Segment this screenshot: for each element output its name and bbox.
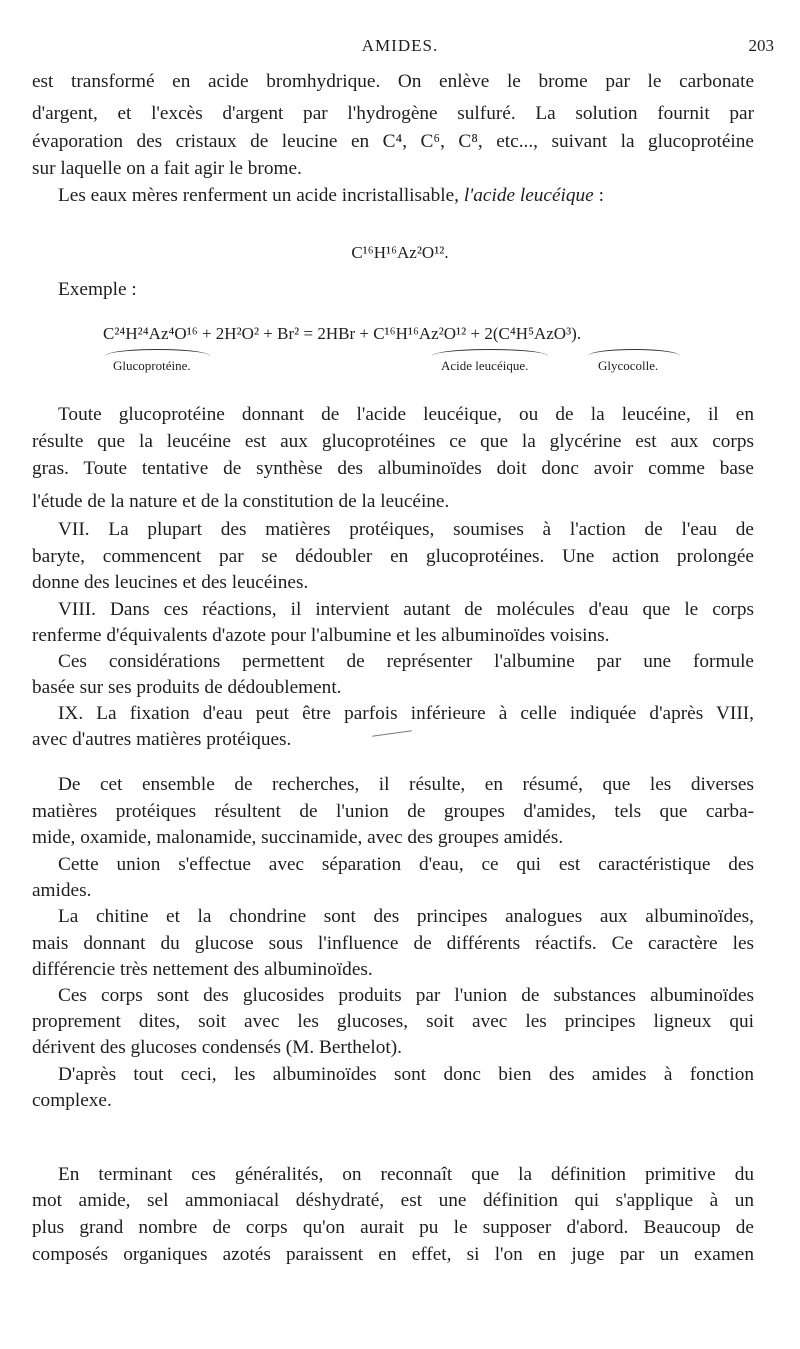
chemical-equation (103, 324, 581, 344)
leuceique-text-before: Les eaux mères renferment un acide incristallisable, (58, 185, 464, 206)
text-line: Ces considérations permettent de représenter l'albumine par une formule (58, 651, 754, 672)
equation-term-glycocolle: 2(C⁴H⁵AzO³). (484, 324, 582, 343)
text-line: renferme d'équivalents d'azote pour l'albumine et les albuminoïdes voisins. (32, 625, 610, 646)
text-line: Toute glucoprotéine donnant de l'acide leucéique, ou de la leucéine, il en (58, 404, 754, 425)
text-line: donne des leucines et des leucéines. (32, 572, 309, 593)
equation-middle: + 2H²O² + Br² = 2HBr + (197, 324, 374, 343)
text-line: Ces corps sont des glucosides produits par l'union de substances albuminoïdes (58, 985, 754, 1006)
text-line: d'argent, et l'excès d'argent par l'hydrogène sulfuré. La solution fournit par (32, 103, 754, 124)
label-acide-leuceique: Acide leucéique. (441, 358, 529, 373)
text-line: avec d'autres matières protéiques. (32, 729, 292, 750)
text-line: mot amide, sel ammoniacal déshydraté, est une définition qui s'applique à un (32, 1190, 754, 1211)
text-line: IX. La fixation d'eau peut être parfois inférieure à celle indiquée d'après VIII, (58, 703, 754, 724)
text-line: mide, oxamide, malonamide, succinamide, avec des groupes amidés. (32, 827, 564, 848)
text-line: résulte que la leucéine est aux glucoprotéines ce que la glycérine est aux corps (32, 431, 754, 452)
formula-leuceique: C¹⁶H¹⁶Az²O¹². (351, 243, 449, 262)
text-line: l'étude de la nature et de la constitution de la leucéine. (32, 491, 450, 512)
text-line: En terminant ces généralités, on reconnaît que la définition primitive du (58, 1164, 754, 1185)
text-line: VIII. Dans ces réactions, il intervient autant de molécules d'eau que le corps (58, 599, 754, 620)
text-line: composés organiques azotés paraissent en effet, si l'on en juge par un examen (32, 1244, 754, 1265)
text-line: La chitine et la chondrine sont des principes analogues aux albuminoïdes, (58, 906, 754, 927)
text-line: VII. La plupart des matières protéiques, soumises à l'action de l'eau de (58, 519, 754, 540)
text-line: différencie très nettement des albuminoïdes. (32, 959, 373, 980)
text-line: matières protéiques résultent de l'union de groupes d'amides, tels que carba- (32, 801, 754, 822)
text-line: mais donnant du glucose sous l'influence de différents réactifs. Ce caractère les (32, 933, 754, 954)
text-line: sur laquelle on a fait agir le brome. (32, 158, 302, 179)
text-line: amides. (32, 880, 92, 901)
brace-glycocolle (588, 349, 680, 356)
leuceique-italic: l'acide leucéique (463, 185, 594, 206)
text-line: baryte, commencent par se dédoubler en glucoprotéines. Une action prolongée (32, 546, 754, 567)
text-line-leuceique (58, 184, 754, 208)
text-line: basée sur ses produits de dédoublement. (32, 677, 342, 698)
equation-plus: + (466, 324, 485, 343)
text-line: évaporation des cristaux de leucine en C⁴, C⁶, C⁸, etc..., suivant la glucoprotéine (32, 131, 754, 152)
text-line: dérivent des glucoses condensés (M. Berthelot). (32, 1037, 402, 1058)
equation-term-acide: C¹⁶H¹⁶Az²O¹² (373, 324, 467, 343)
label-glucoproteine: Glucoprotéine. (113, 358, 191, 373)
text-line: De cet ensemble de recherches, il résulte, en résumé, que les diverses (58, 774, 754, 795)
running-header: AMIDES. (361, 36, 439, 55)
exemple-label: Exemple : (58, 279, 137, 300)
text-line: est transformé en acide bromhydrique. On enlève le brome par le carbonate (32, 71, 754, 92)
leuceique-text-after: : (593, 185, 604, 206)
text-line: plus grand nombre de corps qu'on aurait pu le supposer d'abord. Beaucoup de (32, 1217, 754, 1238)
brace-glucoproteine (105, 349, 210, 356)
text-line: D'après tout ceci, les albuminoïdes sont donc bien des amides à fonction (58, 1064, 754, 1085)
page-number: 203 (748, 36, 774, 55)
text-line: proprement dites, soit avec les glucoses, soit avec les principes ligneux qui (32, 1011, 754, 1032)
brace-acide (432, 349, 548, 356)
text-line: gras. Toute tentative de synthèse des albuminoïdes doit donc avoir comme base (32, 458, 754, 479)
text-line: complexe. (32, 1090, 112, 1111)
text-line: Cette union s'effectue avec séparation d'eau, ce qui est caractéristique des (58, 854, 754, 875)
label-glycocolle: Glycocolle. (598, 358, 659, 373)
equation-term-glucoproteine: C²⁴H²⁴Az⁴O¹⁶ (103, 324, 198, 343)
